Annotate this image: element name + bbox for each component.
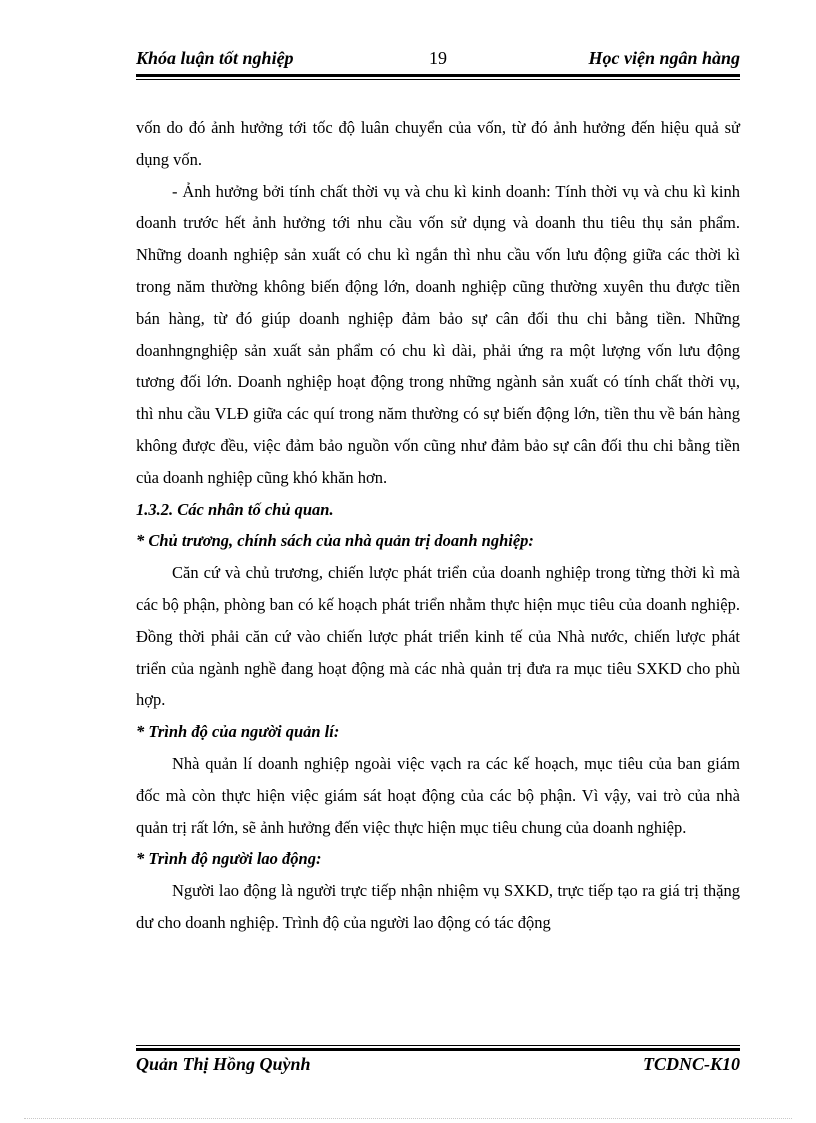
paragraph-management-policy: Căn cứ và chủ trương, chiến lược phát triển của doanh nghiệp trong từng thời kì mà các bộ phận, phòng ban có kế hoạch phát triển nhằm thực hiện mục tiêu của doanh nghiệp. Đồng thời phải căn cứ vào chiến lược phát triển kinh tế của Nhà nước, chiến lược phát triển của ngành nghề đang hoạt động mà các nhà quản trị đưa ra mục tiêu SXKD cho phù hợp. <box>136 563 740 710</box>
subheading-worker-competence: * Trình độ người lao động: <box>136 849 322 869</box>
subheading-management-policy: * Chủ trương, chính sách của nhà quản trị doanh nghiệp: <box>136 531 534 551</box>
header-thesis-title: Khóa luận tốt nghiệp <box>136 48 294 68</box>
page-bottom-edge <box>24 1118 792 1119</box>
paragraph-capital-turnover: vốn do đó ảnh hưởng tới tốc độ luân chuyển của vốn, từ đó ảnh hưởng đến hiệu quả sử dụng vốn. <box>136 118 740 169</box>
paragraph-manager-competence: Nhà quản lí doanh nghiệp ngoài việc vạch ra các kế hoạch, mục tiêu của ban giám đốc mà còn thực hiện việc giám sát hoạt động của các bộ phận. Vì vậy, vai trò của nhà quản trị rất lớn, sẽ ảnh hưởng đến việc thực hiện mục tiêu chung của doanh nghiệp. <box>136 753 740 837</box>
page-number: 19 <box>429 48 447 68</box>
footer-rule-thin <box>136 1045 740 1046</box>
paragraph-worker-competence: Người lao động là người trực tiếp nhận nhiệm vụ SXKD, trực tiếp tạo ra giá trị thặng dư cho doanh nghiệp. Trình độ của người lao động có tác động <box>136 881 740 932</box>
subheading-manager-competence: * Trình độ của người quản lí: <box>136 722 340 742</box>
footer-rule-thick <box>136 1048 740 1051</box>
footer-author: Quản Thị Hồng Quỳnh <box>136 1054 311 1074</box>
page-body <box>136 112 740 939</box>
page-footer <box>136 1054 740 1080</box>
paragraph-seasonality: - Ảnh hưởng bởi tính chất thời vụ và chu kì kinh doanh: Tính thời vụ và chu kì kinh doanh trước hết ảnh hưởng tới nhu cầu vốn sử dụng và doanh thu tiêu thụ sản phẩm. Những doanh nghiệp sản xuất có chu kì ngắn thì nhu cầu vốn lưu động giữa các thời kì trong năm thường không biến động lớn, doanh nghiệp cũng thường xuyên thu được tiền bán hàng, từ đó giúp doanh nghiệp đảm bảo sự cân đối thu chi bằng tiền. Những doanhngnghiệp sản xuất sản phẩm có chu kì dài, phải ứng ra một lượng vốn lưu động tương đối lớn. Doanh nghiệp hoạt động trong những ngành sản xuất có tính chất thời vụ, thì nhu cầu VLĐ giữa các quí trong năm thường có sự biến động lớn, tiền thu về bán hàng không được đều, việc đảm bảo nguồn vốn cũng như đảm bảo sự cân đối thu chi bằng tiền của doanh nghiệp cũng khó khăn hơn. <box>136 181 740 487</box>
header-institution: Học viện ngân hàng <box>588 48 740 68</box>
header-rule-thin <box>136 79 740 80</box>
page-header <box>136 48 740 74</box>
header-rule-thick <box>136 74 740 77</box>
section-heading-subjective-factors: 1.3.2. Các nhân tố chủ quan. <box>136 499 334 519</box>
footer-class-code: TCDNC-K10 <box>642 1054 740 1074</box>
